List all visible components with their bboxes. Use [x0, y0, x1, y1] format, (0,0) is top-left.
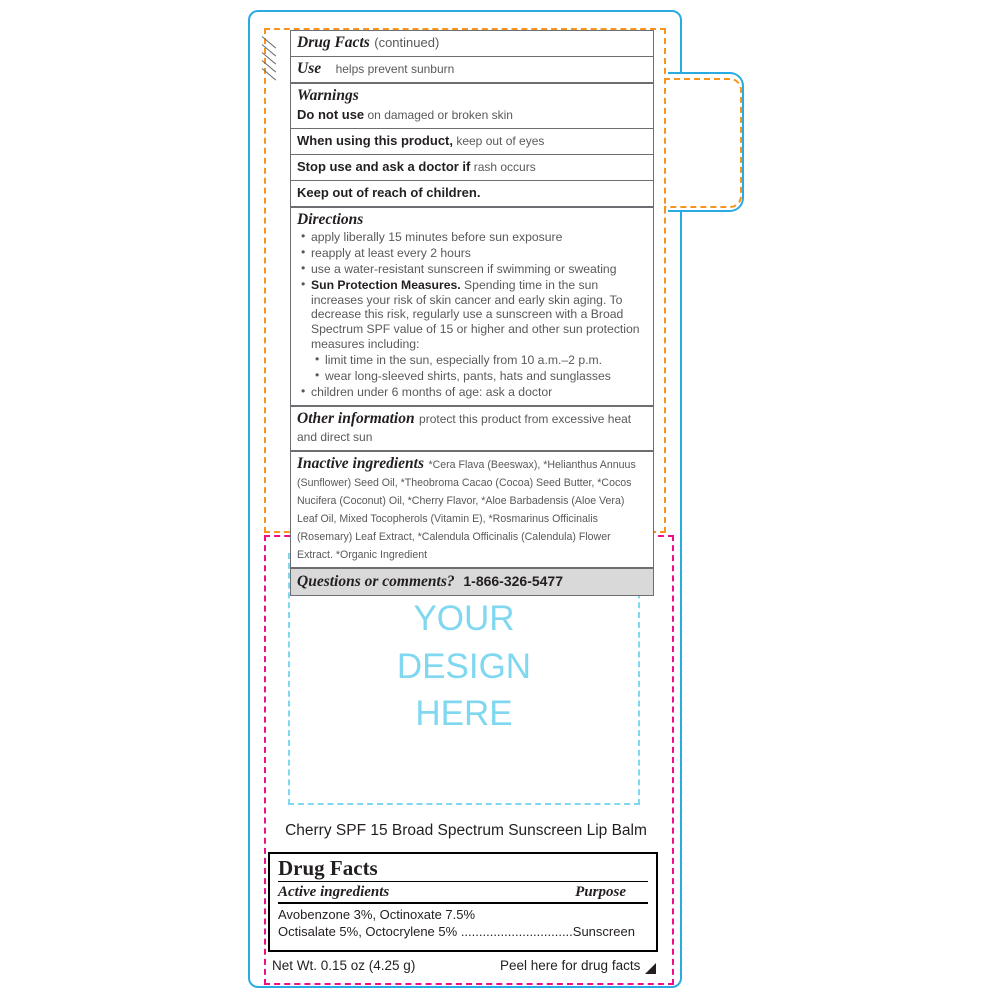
bleed-guide-flap [664, 78, 742, 208]
df-other-information-section [291, 407, 653, 452]
df-bottom-row-2-dots: ............................... [457, 924, 573, 940]
design-placeholder-line-2: DESIGN [396, 646, 532, 686]
df-sun-protection-subitem: • limit time in the sun, especially from 10 a.m.–2 p.m. [325, 353, 647, 368]
df-bottom-title: Drug Facts [278, 856, 378, 880]
drug-facts-bottom-panel [268, 852, 658, 952]
df-other-information-heading: Other information [297, 409, 415, 427]
peel-here-note: Peel here for drug facts [500, 958, 641, 973]
df-bottom-header-row [278, 884, 648, 901]
df-use-heading: Use [297, 60, 322, 77]
df-warning-1-bold: Do not use [297, 107, 365, 122]
df-warning-2-rest: keep out of eyes [453, 134, 545, 148]
product-name: Cherry SPF 15 Broad Spectrum Sunscreen Lip Balm [285, 822, 647, 839]
df-bottom-purpose-label: Purpose [575, 884, 626, 901]
df-continued-title-suffix: (continued) [374, 35, 440, 50]
df-warning-1 [291, 105, 653, 129]
df-sun-protection-sublist [311, 353, 647, 384]
df-bottom-active-label: Active ingredients [278, 884, 390, 901]
df-warning-4 [291, 181, 653, 208]
df-questions-bar [291, 569, 653, 595]
df-title-row [291, 31, 653, 57]
df-warning-3-rest: rash occurs [470, 160, 536, 174]
df-bottom-rule-thin [278, 881, 648, 882]
df-use-text: helps prevent sunburn [335, 62, 455, 76]
df-questions-phone: 1-866-326-5477 [463, 572, 564, 589]
peel-triangle-icon [645, 963, 656, 974]
design-placeholder-line-1: YOUR [413, 599, 515, 638]
df-continued-title: Drug Facts [297, 34, 370, 51]
df-direction-item: • use a water-resistant sunscreen if swimming or sweating [311, 262, 647, 277]
df-other-information-text: protect this product from excessive heat and direct sun [297, 411, 632, 444]
df-sun-protection-item [311, 278, 647, 384]
df-warning-3-bold: Stop use and ask a doctor if [297, 159, 471, 174]
df-inactive-heading: Inactive ingredients [297, 454, 425, 472]
df-warnings-heading: Warnings [297, 87, 359, 104]
df-questions-label: Questions or comments? [297, 572, 455, 590]
df-direction-item: • apply liberally 15 minutes before sun exposure [311, 230, 647, 245]
df-bottom-rule-thick [278, 902, 648, 904]
df-directions-section [291, 208, 653, 407]
df-use-section [291, 57, 653, 84]
df-warning-4-bold: Keep out of reach of children. [297, 185, 481, 200]
df-directions-list [297, 230, 647, 400]
df-inactive-text: *Cera Flava (Beeswax), *Helianthus Annuus (Sunflower) Seed Oil, *Theobroma Cacao (Cocoa) Seed Butter, *Cocos Nucifera (Coconut) Oil, *Cherry Flavor, *Aloe Barbadensis (Aloe Vera) Leaf Oil, Mixed Tocopherols (Vitamin E), *Rosmarinus Officinalis (Rosemary) Leaf Extract, *Calendula Officinalis (Calendula) Flower Extract. *Organic Ingredient [297, 458, 636, 561]
df-sun-protection-subitem: • wear long-sleeved shirts, pants, hats and sunglasses [325, 369, 647, 384]
df-warnings-heading-row [291, 84, 653, 105]
df-bottom-row-1: Avobenzone 3%, Octinoxate 7.5% [278, 907, 476, 923]
df-direction-last-item: • children under 6 months of age: ask a doctor [311, 385, 647, 400]
df-direction-item: • reapply at least every 2 hours [311, 246, 647, 261]
df-inactive-ingredients-section [291, 452, 653, 569]
df-warning-2-bold: When using this product, [297, 133, 453, 148]
drug-facts-continued-panel [290, 30, 654, 596]
df-bottom-row-2-right: Sunscreen [572, 924, 635, 940]
df-directions-heading: Directions [297, 211, 364, 228]
net-weight: Net Wt. 0.15 oz (4.25 g) [272, 958, 416, 973]
df-sun-protection-text: Spending time in the sun increases your risk of skin cancer and early skin aging. To decrease this risk, regularly use a sunscreen with a Broad Spectrum SPF value of 15 or higher and other sun protection measures including: [311, 277, 640, 352]
design-placeholder-line-3: HERE [415, 694, 513, 734]
df-warning-2 [291, 129, 653, 155]
crosshatch-marks-icon [262, 36, 284, 76]
df-warning-3 [291, 155, 653, 181]
design-placeholder [288, 595, 640, 738]
df-sun-protection-bold: Sun Protection Measures. [311, 277, 461, 292]
df-warning-1-rest: on damaged or broken skin [364, 108, 513, 122]
df-bottom-row-2 [278, 924, 648, 939]
df-bottom-row-2-left: Octisalate 5%, Octocrylene 5% [278, 924, 458, 940]
